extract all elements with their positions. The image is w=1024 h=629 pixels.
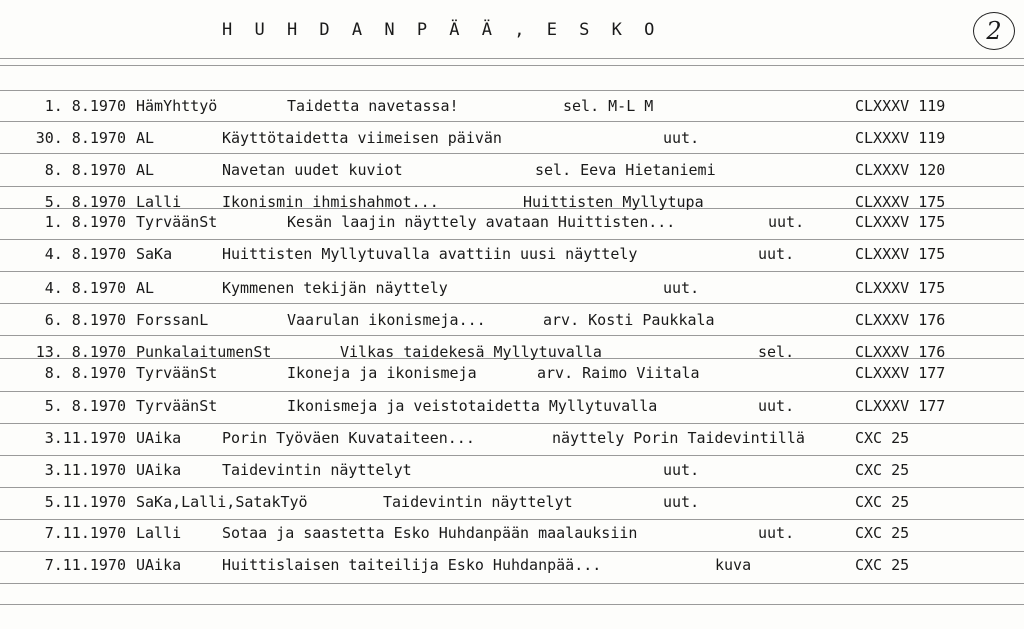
entry-title: Taidetta navetassa! <box>287 97 459 115</box>
entry-title: Ikoneja ja ikonismeja <box>287 364 477 382</box>
entry-date: 8. 8.1970 <box>44 161 126 179</box>
entry-title: Käyttötaidetta viimeisen päivän <box>222 129 502 147</box>
entry-note: sel. M-L M <box>563 97 654 115</box>
entry-note: uut. <box>758 524 795 542</box>
card-number: 2 <box>973 12 1015 50</box>
entry-source: ForssanL <box>136 311 209 329</box>
entry-reference: CXC 25 <box>855 429 910 447</box>
entry-note: sel. <box>758 343 795 361</box>
entry-reference: CLXXXV 175 <box>855 245 946 263</box>
entry-note: sel. Eeva Hietaniemi <box>535 161 716 179</box>
entry-date: 7.11.1970 <box>44 556 126 574</box>
ruled-line <box>0 583 1024 584</box>
entry-note: arv. Kosti Paukkala <box>543 311 715 329</box>
entry-source: Lalli <box>136 193 182 211</box>
entry-row <box>0 395 1024 417</box>
ruled-line <box>0 121 1024 122</box>
ruled-line <box>0 90 1024 91</box>
entry-date: 13. 8.1970 <box>35 343 126 361</box>
entry-reference: CLXXXV 175 <box>855 213 946 231</box>
entry-source: HämYhttyö <box>136 97 218 115</box>
ruled-line <box>0 303 1024 304</box>
entry-note: uut. <box>768 213 805 231</box>
ruled-line <box>0 335 1024 336</box>
entry-date: 7.11.1970 <box>44 524 126 542</box>
entry-source: AL <box>136 279 155 297</box>
entry-title: Kymmenen tekijän näyttely <box>222 279 448 297</box>
entry-date: 4. 8.1970 <box>44 279 126 297</box>
entry-note: uut. <box>663 279 700 297</box>
entry-date: 5. 8.1970 <box>44 397 126 415</box>
entry-row <box>0 427 1024 449</box>
entry-source: AL <box>136 129 155 147</box>
entry-source: AL <box>136 161 155 179</box>
entry-reference: CLXXXV 119 <box>855 129 946 147</box>
entry-row <box>0 243 1024 265</box>
entry-reference: CLXXXV 175 <box>855 279 946 297</box>
entry-date: 3.11.1970 <box>44 429 126 447</box>
ruled-line <box>0 65 1024 66</box>
ruled-line <box>0 604 1024 605</box>
ruled-line <box>0 186 1024 187</box>
entry-title: Huittisten Myllytuvalla avattiin uusi näyttely <box>222 245 638 263</box>
entry-source: Lalli <box>136 524 182 542</box>
entry-note: uut. <box>663 461 700 479</box>
ruled-line <box>0 58 1024 59</box>
entry-date: 5.11.1970 <box>44 493 126 511</box>
entry-row <box>0 341 1024 363</box>
entry-row <box>0 127 1024 149</box>
entry-row <box>0 554 1024 576</box>
entry-date: 4. 8.1970 <box>44 245 126 263</box>
entry-title: Ikonismeja ja veistotaidetta Myllytuvalla <box>287 397 658 415</box>
entry-reference: CXC 25 <box>855 556 910 574</box>
entry-source: UAika <box>136 429 182 447</box>
ruled-line <box>0 455 1024 456</box>
entry-note: arv. Raimo Viitala <box>537 364 700 382</box>
entry-reference: CLXXXV 119 <box>855 97 946 115</box>
entry-row <box>0 522 1024 544</box>
entry-source: PunkalaitumenSt <box>136 343 272 361</box>
entry-reference: CXC 25 <box>855 493 910 511</box>
entry-date: 1. 8.1970 <box>44 213 126 231</box>
card-header-name: H U H D A N P Ä Ä , E S K O <box>222 20 661 40</box>
entry-date: 3.11.1970 <box>44 461 126 479</box>
ruled-line <box>0 271 1024 272</box>
entry-source: TyrväänSt <box>136 397 218 415</box>
entry-row <box>0 211 1024 233</box>
entry-date: 1. 8.1970 <box>44 97 126 115</box>
entry-title: Kesän laajin näyttely avataan Huittisten... <box>287 213 676 231</box>
entry-source: TyrväänSt <box>136 364 218 382</box>
ruled-line <box>0 153 1024 154</box>
entry-row <box>0 95 1024 117</box>
entry-reference: CLXXXV 177 <box>855 364 946 382</box>
entry-row <box>0 309 1024 331</box>
entry-reference: CLXXXV 177 <box>855 397 946 415</box>
entry-reference: CXC 25 <box>855 461 910 479</box>
entry-note: kuva <box>715 556 752 574</box>
entry-title: Porin Työväen Kuvataiteen... <box>222 429 475 447</box>
entry-title: Vilkas taidekesä Myllytuvalla <box>340 343 602 361</box>
entry-row <box>0 277 1024 299</box>
entry-source: SaKa <box>136 245 173 263</box>
entry-date: 30. 8.1970 <box>35 129 126 147</box>
entry-title: Navetan uudet kuviot <box>222 161 403 179</box>
ruled-line <box>0 551 1024 552</box>
entry-note: uut. <box>758 245 795 263</box>
ruled-line <box>0 239 1024 240</box>
entry-date: 5. 8.1970 <box>44 193 126 211</box>
entry-note: uut. <box>663 493 700 511</box>
entry-note: uut. <box>663 129 700 147</box>
entry-reference: CXC 25 <box>855 524 910 542</box>
entry-reference: CLXXXV 120 <box>855 161 946 179</box>
entry-reference: CLXXXV 175 <box>855 193 946 211</box>
entry-title: Sotaa ja saastetta Esko Huhdanpään maalauksiin <box>222 524 638 542</box>
entry-source: UAika <box>136 461 182 479</box>
entry-row <box>0 191 1024 213</box>
ruled-line <box>0 423 1024 424</box>
entry-note: näyttely Porin Taidevintillä <box>552 429 805 447</box>
entry-title: Ikonismin ihmishahmot... <box>222 193 439 211</box>
entry-row <box>0 159 1024 181</box>
entry-title: Taidevintin näyttelyt <box>383 493 573 511</box>
entry-row <box>0 459 1024 481</box>
entry-note: uut. <box>758 397 795 415</box>
ruled-line <box>0 487 1024 488</box>
entry-source: TyrväänSt <box>136 213 218 231</box>
ruled-line <box>0 391 1024 392</box>
entry-note: Huittisten Myllytupa <box>523 193 704 211</box>
entry-reference: CLXXXV 176 <box>855 311 946 329</box>
entry-title: Taidevintin näyttelyt <box>222 461 412 479</box>
entry-date: 8. 8.1970 <box>44 364 126 382</box>
entry-row <box>0 362 1024 384</box>
ruled-line <box>0 519 1024 520</box>
entry-date: 6. 8.1970 <box>44 311 126 329</box>
entry-title: Huittislaisen taiteilija Esko Huhdanpää... <box>222 556 602 574</box>
entry-row <box>0 491 1024 513</box>
entry-source: SaKa,Lalli,SatakTyö <box>136 493 308 511</box>
entry-source: UAika <box>136 556 182 574</box>
entry-reference: CLXXXV 176 <box>855 343 946 361</box>
entry-title: Vaarulan ikonismeja... <box>287 311 486 329</box>
